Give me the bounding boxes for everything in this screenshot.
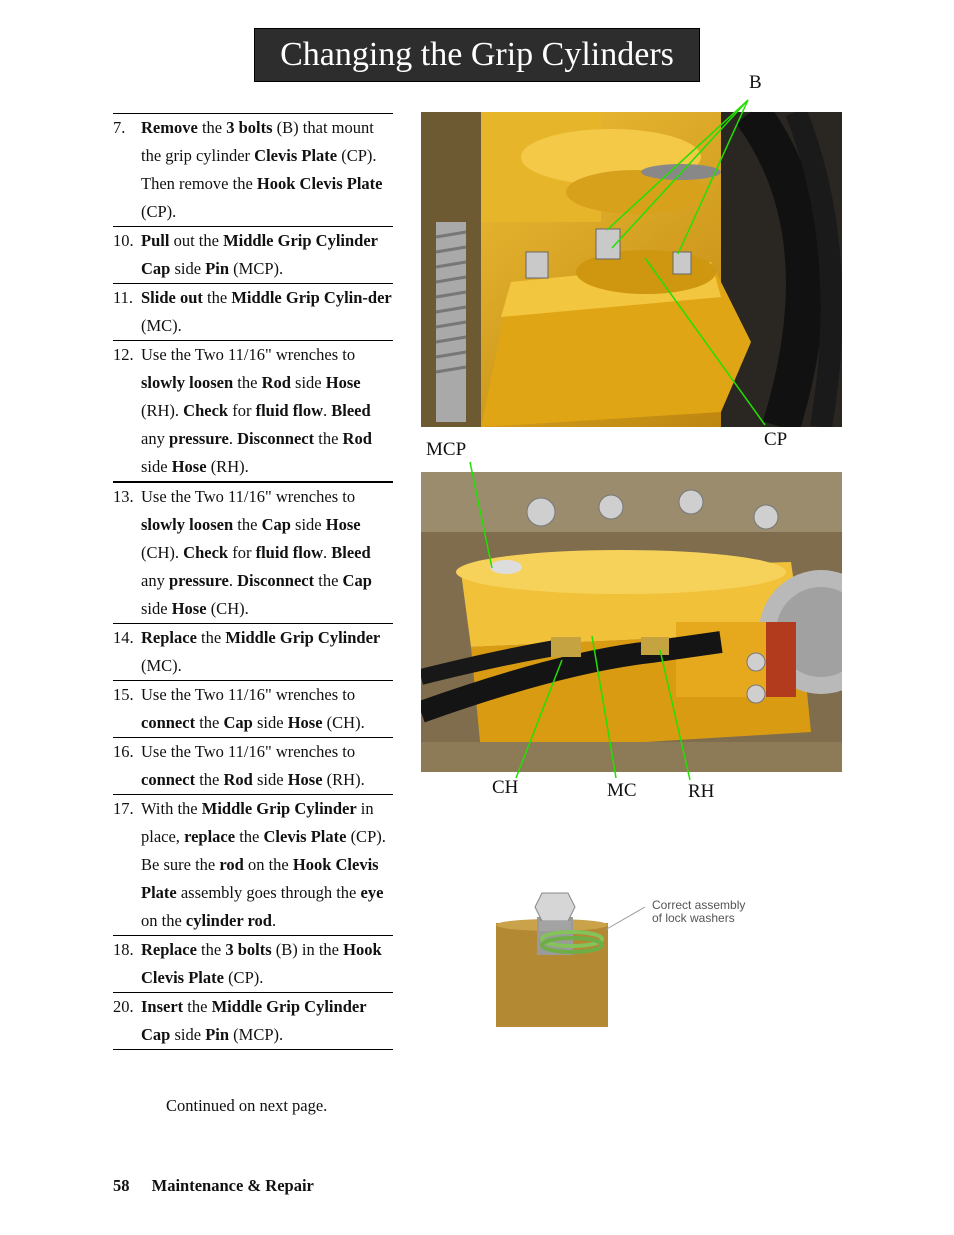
step-number: 16. xyxy=(113,742,134,761)
step-item xyxy=(113,623,393,680)
step-number: 12. xyxy=(113,345,134,364)
step-number: 13. xyxy=(113,487,134,506)
step-item xyxy=(113,935,393,992)
step-item xyxy=(113,481,393,623)
step-text: Replace the 3 bolts (B) in the Hook Clevis Plate (CP). xyxy=(141,940,382,987)
step-text: Remove the 3 bolts (B) that mount the grip cylinder Clevis Plate (CP). Then remove the Hook Clevis Plate (CP). xyxy=(141,118,383,221)
step-number: 17. xyxy=(113,799,134,818)
lock-washer-note xyxy=(652,899,745,925)
page-number: 58 xyxy=(113,1176,130,1195)
continued-note: Continued on next page. xyxy=(166,1096,328,1115)
step-text: Insert the Middle Grip Cylinder Cap side Pin (MCP). xyxy=(141,997,367,1044)
section-name: Maintenance & Repair xyxy=(151,1176,314,1195)
label-mc: MC xyxy=(607,780,637,801)
label-mcp: MCP xyxy=(426,439,467,460)
step-item xyxy=(113,992,393,1050)
step-item xyxy=(113,680,393,737)
step-text: With the Middle Grip Cylinder in place, replace the Clevis Plate (CP). Be sure the rod on the Hook Clevis Plate assembly goes through the eye on the cylinder rod. xyxy=(141,799,386,930)
step-number: 7. xyxy=(113,118,126,137)
step-list xyxy=(113,113,393,1050)
middle-cylinder-photo xyxy=(421,472,842,772)
step-number: 10. xyxy=(113,231,134,250)
step-text: Replace the Middle Grip Cylinder (MC). xyxy=(141,628,381,675)
step-text: Use the Two 11/16" wrenches to slowly loosen the Cap side Hose (CH). Check for fluid flow. Bleed any pressure. Disconnect the Cap side Hose (CH). xyxy=(141,487,372,618)
step-number: 11. xyxy=(113,288,134,307)
step-item xyxy=(113,283,393,340)
label-clevis-plate: CP xyxy=(764,429,788,450)
step-item xyxy=(113,737,393,794)
step-item xyxy=(113,340,393,481)
step-item xyxy=(113,113,393,226)
label-bolts: B xyxy=(749,72,762,93)
step-text: Pull out the Middle Grip Cylinder Cap side Pin (MCP). xyxy=(141,231,378,278)
step-text: Slide out the Middle Grip Cylin-der (MC). xyxy=(141,288,392,335)
label-ch: CH xyxy=(492,777,519,798)
step-text: Use the Two 11/16" wrenches to connect the Rod side Hose (RH). xyxy=(141,742,365,789)
lock-washer-note-line2: of lock washers xyxy=(652,911,735,925)
clevis-plate-photo xyxy=(421,112,842,427)
page-footer xyxy=(113,1176,314,1196)
page-title: Changing the Grip Cylinders xyxy=(254,28,700,82)
step-number: 20. xyxy=(113,997,134,1016)
label-rh: RH xyxy=(688,781,715,802)
step-text: Use the Two 11/16" wrenches to connect the Cap side Hose (CH). xyxy=(141,685,365,732)
step-item xyxy=(113,226,393,283)
step-text: Use the Two 11/16" wrenches to slowly loosen the Rod side Hose (RH). Check for fluid flow. Bleed any pressure. Disconnect the Rod side Hose (RH). xyxy=(141,345,372,476)
step-number: 15. xyxy=(113,685,134,704)
step-number: 18. xyxy=(113,940,134,959)
lock-washer-note-line1: Correct assembly xyxy=(652,898,746,912)
step-number: 14. xyxy=(113,628,134,647)
step-item xyxy=(113,794,393,935)
